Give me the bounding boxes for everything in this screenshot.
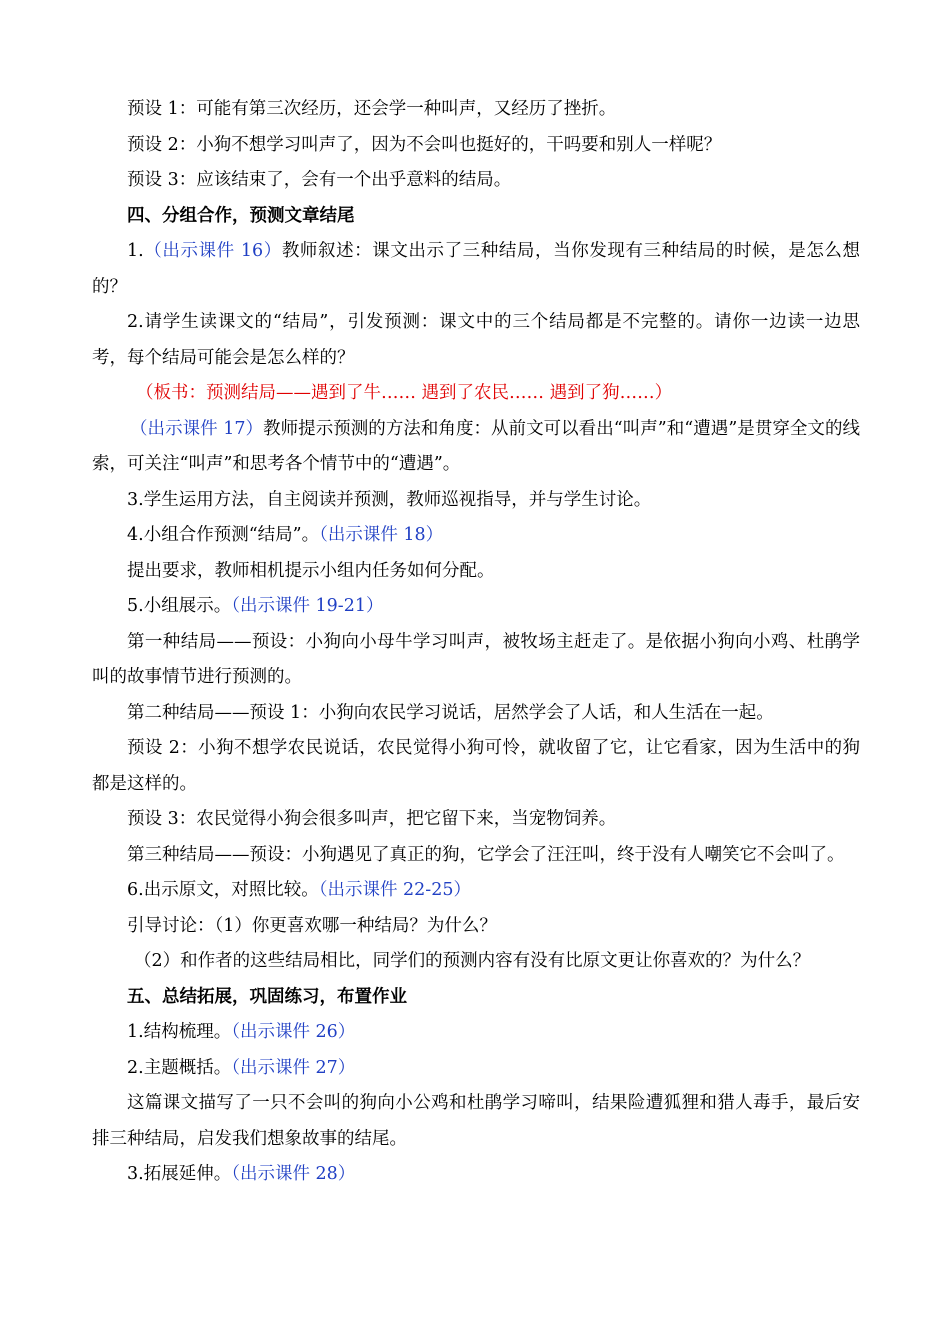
final-step-1-text: 1.结构梳理。 (127, 1022, 232, 1042)
step-3: 3.学生运用方法，自主阅读并预测，教师巡视指导，并与学生讨论。 (127, 489, 652, 510)
final-step-2-courseware-ref: （出示课件 27） (231, 1057, 356, 1078)
ending-2-preset-3: 预设 3：农民觉得小狗会很多叫声，把它留下来，当宠物饲养。 (127, 809, 617, 829)
preset-2: 预设 2：小狗不想学习叫声了，因为不会叫也挺好的，干吗要和别人一样呢？ (127, 134, 722, 155)
discussion-1: 引导讨论：（1）你更喜欢哪一种结局？为什么？ (127, 915, 497, 936)
preset-3: 预设 3：应该结束了，会有一个出乎意料的结局。 (127, 170, 512, 190)
final-step-1-courseware-ref: （出示课件 26） (231, 1022, 356, 1042)
step-2-hint-text: 教师提示预测的方法和角度：从前文可以看出“叫声”和“遭遇”是贯穿全文的线索，可关注“叫声”和思考各个情节中的“遭遇”。 (92, 418, 860, 474)
final-step-3 (92, 1157, 860, 1193)
final-step-2-text: 2.主题概括。 (127, 1057, 232, 1078)
step-6-text: 6.出示原文，对照比较。 (127, 880, 319, 900)
ending-1: 第一种结局——预设：小狗向小母牛学习叫声，被牧场主赶走了。是依据小狗向小鸡、杜鹃学叫的故事情节进行预测的。 (92, 631, 860, 687)
step-6-courseware-ref: （出示课件 22-25） (318, 880, 471, 900)
step-2: 2.请学生读课文的“结局”，引发预测：课文中的三个结局都是不完整的。请你一边读一边思考，每个结局可能会是怎么样的？ (92, 312, 860, 368)
section-heading-4: 四、分组合作，预测文章结尾 (127, 205, 355, 226)
step-6 (92, 873, 860, 909)
ending-2: 第二种结局——预设 1：小狗向农民学习说话，居然学会了人话，和人生活在一起。 (127, 702, 774, 723)
step-4 (92, 518, 860, 554)
theme-summary: 这篇课文描写了一只不会叫的狗向小公鸡和杜鹃学习啼叫，结果险遭狐狸和猎人毒手，最后安排三种结局，启发我们想象故事的结尾。 (92, 1093, 860, 1149)
step-5-courseware-ref: （出示课件 19-21） (231, 596, 384, 616)
board-writing: （板书：预测结局——遇到了牛…… 遇到了农民…… 遇到了狗……） (136, 383, 673, 403)
step-4-courseware-ref: （出示课件 18） (319, 525, 444, 545)
discussion-2: （2）和作者的这些结局相比，同学们的预测内容有没有比原文更让你喜欢的？为什么？ (134, 951, 811, 971)
step-1-text: 教师叙述：课文出示了三种结局，当你发现有三种结局的时候，是怎么想的？ (92, 241, 860, 297)
step-4-requirement: 提出要求，教师相机提示小组内任务如何分配。 (127, 560, 495, 581)
final-step-3-text: 3.拓展延伸。 (127, 1164, 232, 1184)
step-1-courseware-ref: （出示课件 16） (143, 241, 282, 261)
document-page (92, 92, 860, 1193)
final-step-2 (92, 1051, 860, 1087)
ending-3: 第三种结局——预设：小狗遇见了真正的狗，它学会了汪汪叫，终于没有人嘲笑它不会叫了。 (127, 844, 845, 865)
step-5-text: 5.小组展示。 (127, 596, 232, 616)
final-step-3-courseware-ref: （出示课件 28） (231, 1164, 356, 1184)
step-1-number: 1. (127, 241, 144, 261)
step-5 (92, 589, 860, 625)
step-4-text: 4.小组合作预测“结局”。 (127, 525, 320, 545)
section-heading-5: 五、总结拓展，巩固练习，布置作业 (127, 986, 407, 1007)
preset-1: 预设 1：可能有第三次经历，还会学一种叫声，又经历了挫折。 (127, 99, 617, 119)
final-step-1 (92, 1015, 860, 1051)
step-2-hint (92, 412, 860, 483)
ending-2-preset-2: 预设 2：小狗不想学农民说话，农民觉得小狗可怜，就收留了它，让它看家，因为生活中的狗都是这样的。 (92, 738, 860, 794)
step-2-courseware-ref: （出示课件 17） (130, 418, 264, 439)
step-1 (92, 234, 860, 305)
